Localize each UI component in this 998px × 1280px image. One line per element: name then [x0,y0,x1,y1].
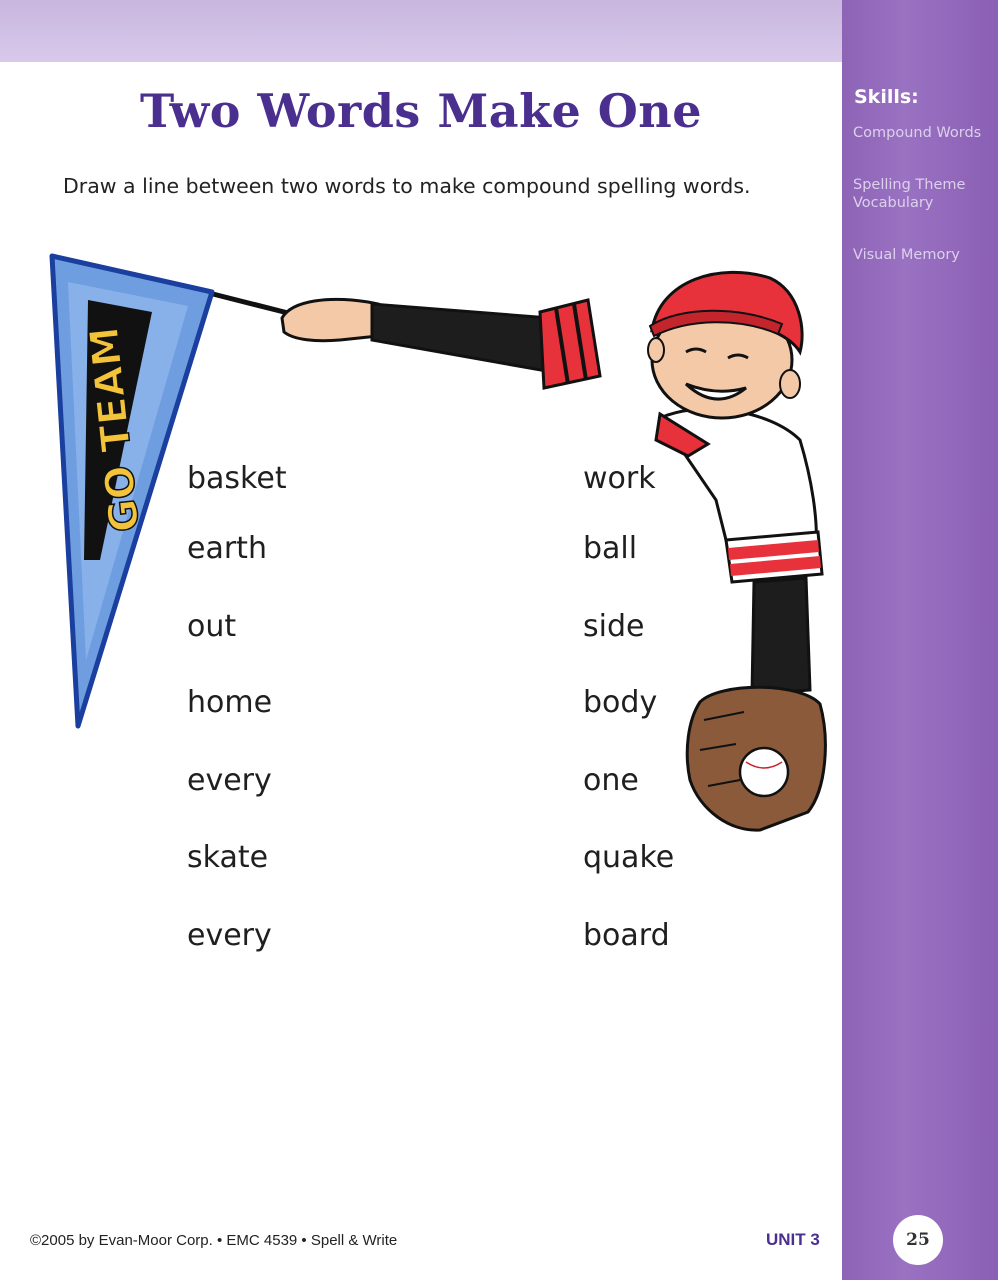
footer-unit-label: UNIT 3 [766,1230,820,1249]
right-word: board [583,918,670,953]
svg-text:GO TEAM: GO TEAM [81,324,149,535]
left-word: earth [187,531,267,566]
left-word: skate [187,840,269,875]
pennant-stick-icon [205,292,292,314]
skill-compound-words: Compound Words [853,125,982,141]
skills-sidebar [842,0,998,1280]
page-number-badge [893,1215,943,1265]
left-word: home [187,685,273,720]
instructions-text: Draw a line between two words to make compound spelling words. [63,174,751,198]
left-word: basket [187,461,287,496]
baseball-icon [740,748,788,796]
left-word: every [187,918,272,953]
right-word: quake [583,840,675,875]
footer-copyright: ©2005 by Evan-Moor Corp. • EMC 4539 • Spell & Write [30,1232,398,1249]
left-word: every [187,763,272,798]
page-title: Two Words Make One [139,84,703,138]
arm-sleeve-icon [372,304,552,372]
right-word: body [583,685,658,720]
left-word: out [187,609,237,644]
right-word: ball [583,531,638,566]
skill-visual-memory: Visual Memory [853,247,960,263]
right-word: side [583,609,645,644]
baseball-player-icon [648,272,802,418]
skills-heading: Skills: [854,86,919,108]
skill-spelling-theme-vocabulary: Spelling Theme Vocabulary [853,177,966,211]
hand-icon [282,299,378,340]
right-word: one [583,763,639,798]
right-word: work [583,461,656,496]
page-number: 25 [906,1230,930,1250]
